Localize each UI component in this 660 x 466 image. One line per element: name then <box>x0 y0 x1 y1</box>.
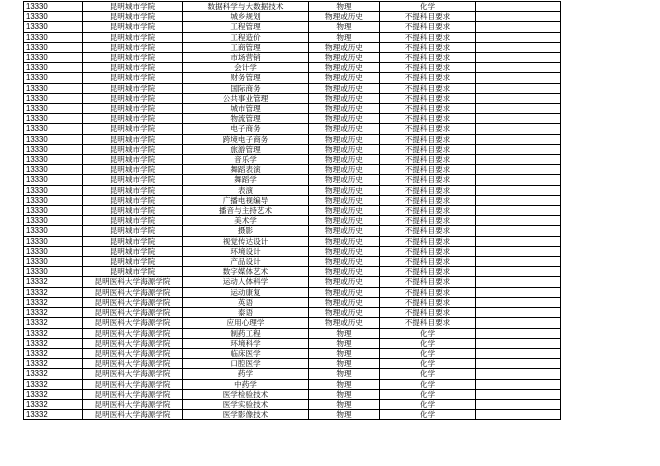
empty-cell <box>476 93 561 103</box>
second-subject-cell: 不提科目要求 <box>380 216 476 226</box>
first-subject-cell: 物理或历史 <box>309 236 380 246</box>
first-subject-cell: 物理或历史 <box>309 155 380 165</box>
empty-cell <box>476 389 561 399</box>
school-code-cell: 13330 <box>24 83 83 93</box>
second-subject-cell: 不提科目要求 <box>380 12 476 22</box>
school-code-cell: 13330 <box>24 42 83 52</box>
school-code-cell: 13330 <box>24 267 83 277</box>
empty-cell <box>476 104 561 114</box>
school-name-cell: 昆明医科大学海源学院 <box>83 328 183 338</box>
empty-cell <box>476 359 561 369</box>
second-subject-cell: 不提科目要求 <box>380 175 476 185</box>
first-subject-cell: 物理 <box>309 359 380 369</box>
school-name-cell: 昆明城市学院 <box>83 93 183 103</box>
major-cell: 跨境电子商务 <box>183 134 309 144</box>
school-code-cell: 13332 <box>24 359 83 369</box>
second-subject-cell: 化学 <box>380 348 476 358</box>
first-subject-cell: 物理 <box>309 328 380 338</box>
major-cell: 制药工程 <box>183 328 309 338</box>
table-row <box>24 257 561 267</box>
empty-cell <box>476 53 561 63</box>
major-cell: 城乡规划 <box>183 12 309 22</box>
first-subject-cell: 物理或历史 <box>309 216 380 226</box>
major-cell: 财务管理 <box>183 73 309 83</box>
school-code-cell: 13332 <box>24 379 83 389</box>
second-subject-cell: 不提科目要求 <box>380 83 476 93</box>
table-row <box>24 277 561 287</box>
school-name-cell: 昆明城市学院 <box>83 206 183 216</box>
school-code-cell: 13332 <box>24 348 83 358</box>
first-subject-cell: 物理或历史 <box>309 206 380 216</box>
table-row <box>24 155 561 165</box>
school-code-cell: 13332 <box>24 338 83 348</box>
table-row <box>24 267 561 277</box>
major-cell: 工商管理 <box>183 42 309 52</box>
second-subject-cell: 化学 <box>380 359 476 369</box>
empty-cell <box>476 2 561 12</box>
major-cell: 市场营销 <box>183 53 309 63</box>
second-subject-cell: 不提科目要求 <box>380 144 476 154</box>
table-row <box>24 175 561 185</box>
school-name-cell: 昆明城市学院 <box>83 257 183 267</box>
school-name-cell: 昆明城市学院 <box>83 2 183 12</box>
table-row <box>24 226 561 236</box>
table-row <box>24 12 561 22</box>
first-subject-cell: 物理或历史 <box>309 257 380 267</box>
major-cell: 国际商务 <box>183 83 309 93</box>
second-subject-cell: 化学 <box>380 410 476 420</box>
empty-cell <box>476 410 561 420</box>
table-row <box>24 42 561 52</box>
second-subject-cell: 不提科目要求 <box>380 287 476 297</box>
empty-cell <box>476 379 561 389</box>
table-row <box>24 114 561 124</box>
empty-cell <box>476 277 561 287</box>
school-code-cell: 13330 <box>24 63 83 73</box>
first-subject-cell: 物理或历史 <box>309 175 380 185</box>
first-subject-cell: 物理 <box>309 22 380 32</box>
school-code-cell: 13330 <box>24 226 83 236</box>
table-row <box>24 134 561 144</box>
school-code-cell: 13330 <box>24 93 83 103</box>
school-code-cell: 13330 <box>24 165 83 175</box>
school-code-cell: 13332 <box>24 389 83 399</box>
table-row <box>24 93 561 103</box>
table-row <box>24 185 561 195</box>
major-cell: 临床医学 <box>183 348 309 358</box>
table-row <box>24 410 561 420</box>
empty-cell <box>476 236 561 246</box>
first-subject-cell: 物理或历史 <box>309 277 380 287</box>
major-cell: 医学影像技术 <box>183 410 309 420</box>
second-subject-cell: 化学 <box>380 338 476 348</box>
school-name-cell: 昆明医科大学海源学院 <box>83 318 183 328</box>
empty-cell <box>476 175 561 185</box>
school-name-cell: 昆明城市学院 <box>83 22 183 32</box>
first-subject-cell: 物理或历史 <box>309 185 380 195</box>
school-name-cell: 昆明医科大学海源学院 <box>83 338 183 348</box>
school-name-cell: 昆明医科大学海源学院 <box>83 399 183 409</box>
major-cell: 电子商务 <box>183 124 309 134</box>
school-name-cell: 昆明城市学院 <box>83 226 183 236</box>
first-subject-cell: 物理或历史 <box>309 12 380 22</box>
second-subject-cell: 不提科目要求 <box>380 63 476 73</box>
empty-cell <box>476 124 561 134</box>
empty-cell <box>476 83 561 93</box>
first-subject-cell: 物理或历史 <box>309 195 380 205</box>
school-name-cell: 昆明城市学院 <box>83 32 183 42</box>
first-subject-cell: 物理 <box>309 348 380 358</box>
school-name-cell: 昆明医科大学海源学院 <box>83 410 183 420</box>
major-cell: 数字媒体艺术 <box>183 267 309 277</box>
school-code-cell: 13330 <box>24 155 83 165</box>
school-code-cell: 13330 <box>24 32 83 42</box>
second-subject-cell: 化学 <box>380 2 476 12</box>
second-subject-cell: 不提科目要求 <box>380 226 476 236</box>
school-code-cell: 13332 <box>24 410 83 420</box>
table-row <box>24 359 561 369</box>
school-code-cell: 13332 <box>24 318 83 328</box>
school-name-cell: 昆明城市学院 <box>83 63 183 73</box>
major-cell: 舞蹈表演 <box>183 165 309 175</box>
first-subject-cell: 物理或历史 <box>309 114 380 124</box>
second-subject-cell: 化学 <box>380 399 476 409</box>
major-cell: 播音与主持艺术 <box>183 206 309 216</box>
second-subject-cell: 不提科目要求 <box>380 236 476 246</box>
major-cell: 表演 <box>183 185 309 195</box>
empty-cell <box>476 144 561 154</box>
school-code-cell: 13330 <box>24 257 83 267</box>
second-subject-cell: 不提科目要求 <box>380 185 476 195</box>
school-name-cell: 昆明城市学院 <box>83 53 183 63</box>
school-name-cell: 昆明医科大学海源学院 <box>83 277 183 287</box>
first-subject-cell: 物理或历史 <box>309 42 380 52</box>
major-cell: 工程管理 <box>183 22 309 32</box>
first-subject-cell: 物理或历史 <box>309 134 380 144</box>
second-subject-cell: 化学 <box>380 379 476 389</box>
table-row <box>24 318 561 328</box>
second-subject-cell: 不提科目要求 <box>380 155 476 165</box>
table-row <box>24 236 561 246</box>
major-cell: 城市管理 <box>183 104 309 114</box>
second-subject-cell: 不提科目要求 <box>380 124 476 134</box>
second-subject-cell: 不提科目要求 <box>380 206 476 216</box>
table-row <box>24 216 561 226</box>
school-code-cell: 13332 <box>24 297 83 307</box>
school-name-cell: 昆明医科大学海源学院 <box>83 389 183 399</box>
second-subject-cell: 不提科目要求 <box>380 22 476 32</box>
second-subject-cell: 化学 <box>380 389 476 399</box>
major-cell: 工程造价 <box>183 32 309 42</box>
table-row <box>24 144 561 154</box>
table-row <box>24 124 561 134</box>
empty-cell <box>476 42 561 52</box>
school-code-cell: 13330 <box>24 2 83 12</box>
first-subject-cell: 物理或历史 <box>309 93 380 103</box>
empty-cell <box>476 155 561 165</box>
empty-cell <box>476 257 561 267</box>
major-cell: 产品设计 <box>183 257 309 267</box>
table-row <box>24 246 561 256</box>
school-code-cell: 13330 <box>24 236 83 246</box>
first-subject-cell: 物理或历史 <box>309 165 380 175</box>
second-subject-cell: 不提科目要求 <box>380 73 476 83</box>
empty-cell <box>476 246 561 256</box>
school-name-cell: 昆明城市学院 <box>83 114 183 124</box>
table-row <box>24 83 561 93</box>
first-subject-cell: 物理 <box>309 399 380 409</box>
table-row <box>24 308 561 318</box>
first-subject-cell: 物理 <box>309 389 380 399</box>
school-name-cell: 昆明城市学院 <box>83 12 183 22</box>
empty-cell <box>476 348 561 358</box>
first-subject-cell: 物理或历史 <box>309 246 380 256</box>
table-row <box>24 104 561 114</box>
empty-cell <box>476 328 561 338</box>
school-code-cell: 13330 <box>24 22 83 32</box>
school-name-cell: 昆明城市学院 <box>83 155 183 165</box>
school-name-cell: 昆明城市学院 <box>83 165 183 175</box>
empty-cell <box>476 73 561 83</box>
table-row <box>24 369 561 379</box>
first-subject-cell: 物理或历史 <box>309 287 380 297</box>
school-code-cell: 13330 <box>24 104 83 114</box>
school-name-cell: 昆明城市学院 <box>83 236 183 246</box>
school-name-cell: 昆明城市学院 <box>83 267 183 277</box>
second-subject-cell: 化学 <box>380 369 476 379</box>
empty-cell <box>476 287 561 297</box>
second-subject-cell: 不提科目要求 <box>380 246 476 256</box>
major-cell: 医学检验技术 <box>183 389 309 399</box>
major-cell: 英语 <box>183 297 309 307</box>
table-row <box>24 287 561 297</box>
table-row <box>24 195 561 205</box>
major-cell: 摄影 <box>183 226 309 236</box>
empty-cell <box>476 369 561 379</box>
empty-cell <box>476 206 561 216</box>
second-subject-cell: 不提科目要求 <box>380 257 476 267</box>
table-row <box>24 328 561 338</box>
first-subject-cell: 物理 <box>309 338 380 348</box>
empty-cell <box>476 226 561 236</box>
table-row <box>24 379 561 389</box>
major-cell: 医学实验技术 <box>183 399 309 409</box>
school-code-cell: 13330 <box>24 175 83 185</box>
requirements-table <box>23 1 561 420</box>
empty-cell <box>476 12 561 22</box>
major-cell: 物流管理 <box>183 114 309 124</box>
school-name-cell: 昆明城市学院 <box>83 216 183 226</box>
school-code-cell: 13332 <box>24 328 83 338</box>
empty-cell <box>476 134 561 144</box>
empty-cell <box>476 297 561 307</box>
school-code-cell: 13330 <box>24 134 83 144</box>
school-code-cell: 13330 <box>24 12 83 22</box>
major-cell: 泰语 <box>183 308 309 318</box>
major-cell: 运动人体科学 <box>183 277 309 287</box>
second-subject-cell: 不提科目要求 <box>380 104 476 114</box>
second-subject-cell: 不提科目要求 <box>380 53 476 63</box>
table-row <box>24 206 561 216</box>
major-cell: 药学 <box>183 369 309 379</box>
major-cell: 舞蹈学 <box>183 175 309 185</box>
school-code-cell: 13330 <box>24 195 83 205</box>
second-subject-cell: 不提科目要求 <box>380 134 476 144</box>
second-subject-cell: 不提科目要求 <box>380 165 476 175</box>
first-subject-cell: 物理 <box>309 2 380 12</box>
first-subject-cell: 物理或历史 <box>309 73 380 83</box>
empty-cell <box>476 32 561 42</box>
second-subject-cell: 不提科目要求 <box>380 114 476 124</box>
empty-cell <box>476 185 561 195</box>
major-cell: 美术学 <box>183 216 309 226</box>
second-subject-cell: 化学 <box>380 328 476 338</box>
school-name-cell: 昆明城市学院 <box>83 83 183 93</box>
school-code-cell: 13332 <box>24 287 83 297</box>
first-subject-cell: 物理 <box>309 410 380 420</box>
first-subject-cell: 物理或历史 <box>309 144 380 154</box>
table-row <box>24 348 561 358</box>
school-name-cell: 昆明城市学院 <box>83 195 183 205</box>
table-row <box>24 73 561 83</box>
school-name-cell: 昆明医科大学海源学院 <box>83 379 183 389</box>
school-code-cell: 13330 <box>24 144 83 154</box>
major-cell: 旅游管理 <box>183 144 309 154</box>
major-cell: 数据科学与大数据技术 <box>183 2 309 12</box>
empty-cell <box>476 63 561 73</box>
table-row <box>24 2 561 12</box>
school-name-cell: 昆明城市学院 <box>83 185 183 195</box>
school-code-cell: 13330 <box>24 73 83 83</box>
empty-cell <box>476 267 561 277</box>
school-code-cell: 13330 <box>24 206 83 216</box>
table-row <box>24 165 561 175</box>
school-name-cell: 昆明医科大学海源学院 <box>83 359 183 369</box>
first-subject-cell: 物理或历史 <box>309 124 380 134</box>
major-cell: 音乐学 <box>183 155 309 165</box>
school-name-cell: 昆明城市学院 <box>83 124 183 134</box>
school-code-cell: 13330 <box>24 114 83 124</box>
second-subject-cell: 不提科目要求 <box>380 32 476 42</box>
school-name-cell: 昆明医科大学海源学院 <box>83 287 183 297</box>
table-row <box>24 32 561 42</box>
school-code-cell: 13332 <box>24 399 83 409</box>
school-name-cell: 昆明城市学院 <box>83 144 183 154</box>
school-code-cell: 13330 <box>24 124 83 134</box>
major-cell: 应用心理学 <box>183 318 309 328</box>
school-name-cell: 昆明城市学院 <box>83 134 183 144</box>
school-code-cell: 13332 <box>24 277 83 287</box>
first-subject-cell: 物理或历史 <box>309 267 380 277</box>
first-subject-cell: 物理或历史 <box>309 63 380 73</box>
first-subject-cell: 物理或历史 <box>309 226 380 236</box>
first-subject-cell: 物理 <box>309 379 380 389</box>
first-subject-cell: 物理或历史 <box>309 318 380 328</box>
school-name-cell: 昆明城市学院 <box>83 104 183 114</box>
table-row <box>24 399 561 409</box>
major-cell: 公共事业管理 <box>183 93 309 103</box>
school-code-cell: 13330 <box>24 216 83 226</box>
empty-cell <box>476 114 561 124</box>
empty-cell <box>476 216 561 226</box>
empty-cell <box>476 308 561 318</box>
table-row <box>24 389 561 399</box>
table-row <box>24 63 561 73</box>
empty-cell <box>476 318 561 328</box>
table-row <box>24 297 561 307</box>
second-subject-cell: 不提科目要求 <box>380 195 476 205</box>
first-subject-cell: 物理 <box>309 32 380 42</box>
major-cell: 视觉传达设计 <box>183 236 309 246</box>
second-subject-cell: 不提科目要求 <box>380 93 476 103</box>
school-code-cell: 13330 <box>24 185 83 195</box>
first-subject-cell: 物理 <box>309 369 380 379</box>
major-cell: 会计学 <box>183 63 309 73</box>
second-subject-cell: 不提科目要求 <box>380 308 476 318</box>
school-name-cell: 昆明医科大学海源学院 <box>83 308 183 318</box>
school-name-cell: 昆明城市学院 <box>83 73 183 83</box>
empty-cell <box>476 165 561 175</box>
first-subject-cell: 物理或历史 <box>309 104 380 114</box>
school-code-cell: 13330 <box>24 246 83 256</box>
second-subject-cell: 不提科目要求 <box>380 318 476 328</box>
first-subject-cell: 物理或历史 <box>309 308 380 318</box>
table-row <box>24 338 561 348</box>
table-row <box>24 53 561 63</box>
first-subject-cell: 物理或历史 <box>309 297 380 307</box>
school-name-cell: 昆明医科大学海源学院 <box>83 369 183 379</box>
major-cell: 口腔医学 <box>183 359 309 369</box>
school-name-cell: 昆明医科大学海源学院 <box>83 297 183 307</box>
empty-cell <box>476 22 561 32</box>
empty-cell <box>476 338 561 348</box>
second-subject-cell: 不提科目要求 <box>380 277 476 287</box>
school-name-cell: 昆明城市学院 <box>83 246 183 256</box>
school-code-cell: 13332 <box>24 308 83 318</box>
second-subject-cell: 不提科目要求 <box>380 297 476 307</box>
major-cell: 环境科学 <box>183 338 309 348</box>
school-name-cell: 昆明城市学院 <box>83 175 183 185</box>
major-cell: 广播电视编导 <box>183 195 309 205</box>
school-name-cell: 昆明医科大学海源学院 <box>83 348 183 358</box>
major-cell: 运动康复 <box>183 287 309 297</box>
first-subject-cell: 物理或历史 <box>309 53 380 63</box>
second-subject-cell: 不提科目要求 <box>380 42 476 52</box>
school-code-cell: 13332 <box>24 369 83 379</box>
table-body <box>24 2 561 420</box>
school-name-cell: 昆明城市学院 <box>83 42 183 52</box>
empty-cell <box>476 399 561 409</box>
first-subject-cell: 物理或历史 <box>309 83 380 93</box>
table-row <box>24 22 561 32</box>
school-code-cell: 13330 <box>24 53 83 63</box>
major-cell: 中药学 <box>183 379 309 389</box>
empty-cell <box>476 195 561 205</box>
second-subject-cell: 不提科目要求 <box>380 267 476 277</box>
major-cell: 环境设计 <box>183 246 309 256</box>
